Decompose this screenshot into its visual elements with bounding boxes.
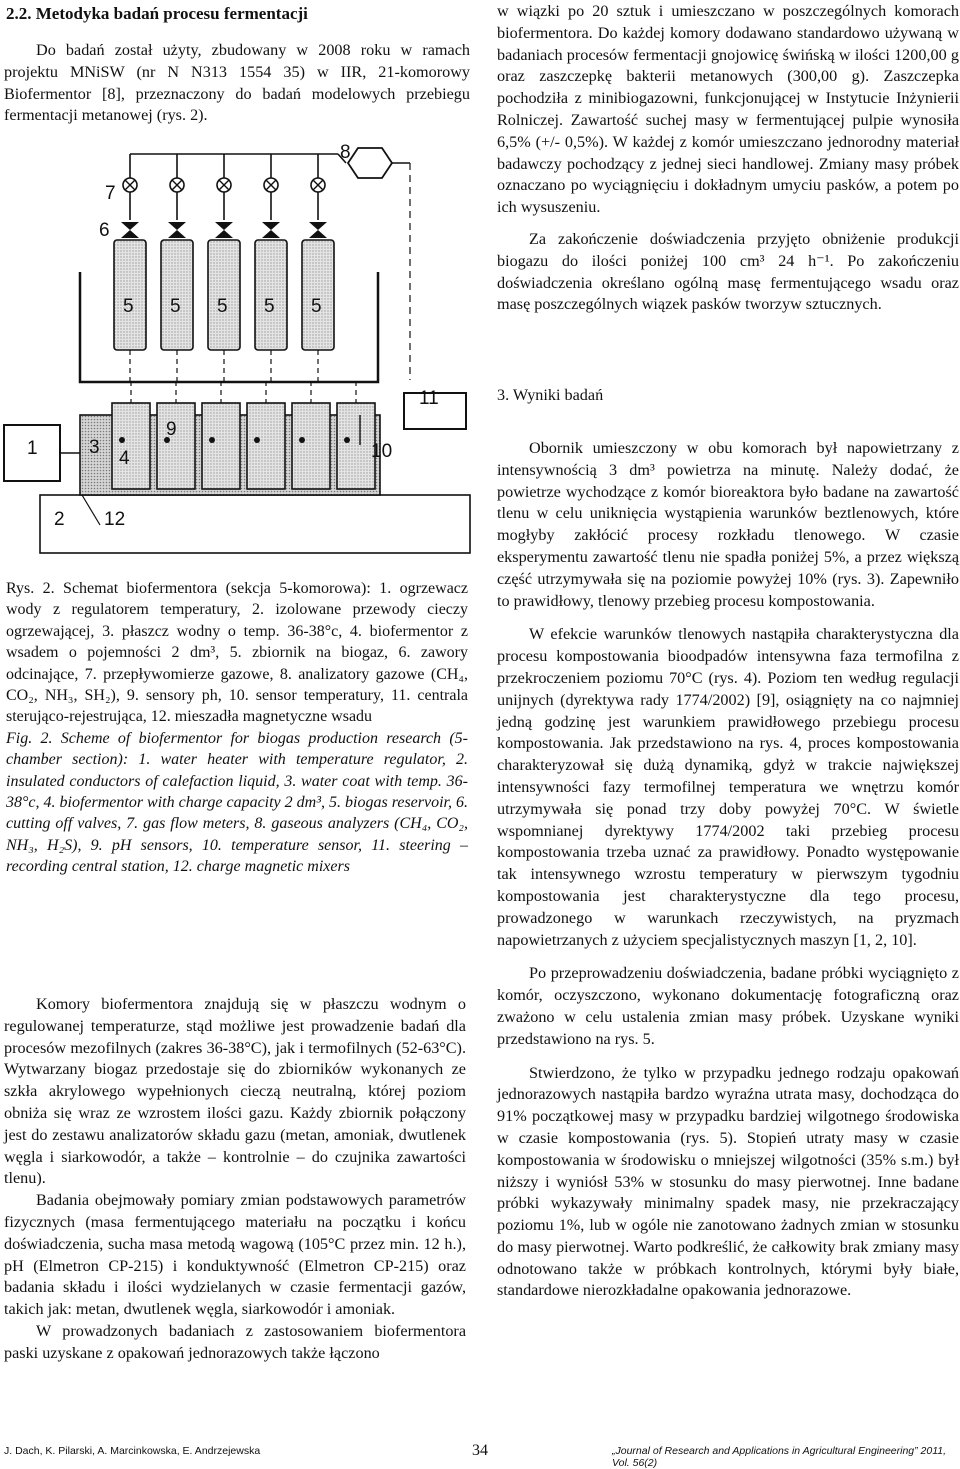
label-5: 5 [264, 296, 275, 317]
caption-english: Fig. 2. Scheme of biofermentor for biogas production research (5-chamber section): 1. water heater with temperature regulator, 2. insulated conductors of calefaction liquid, 3. water coat with temp. 36-38°c, 4. biofermentor with charge capacity 2 dm³, 5. biogas reservoir, 6. cutting off valves, 7. gas flow meters, 8. gaseous analyzers (CH₄, CO₂, NH₃, H₂S), 9. pH sensors, 10. temperature sensor, 11. steering – recording central station, 12. charge magnetic mixers [6, 729, 468, 876]
label-9: 9 [166, 419, 177, 440]
footer-journal: „Journal of Research and Applications in Agricultural Engineering” 2011, Vol. 56(2) [612, 1445, 947, 1469]
diagram-labels [0, 130, 475, 555]
paragraph: W efekcie warunków tlenowych nastąpiła charakterystyczna dla procesu kompostowania bioodpadów intensywna faza termofilna z przekroczeniem poziomu 70°C (rys. 4). Poziom ten według regulacji unijnych (dyrektywa rady 1774/2002) [9], osiągnięty na co najmniej jedną godzinę jest warunkiem prawidłowego przebiegu procesu kompostowania. Jak przedstawiono na rys. 4, proces kompostowania charakteryzował się dużą dynamiką, gdyż w trakcie największej intensywności fazy termofilnej temperatura we wnętrzu komór utrzymywała się ponad trzy doby powyżej 70°C. W świetle wspomnianej dyrektywy 1774/2002 taki przebieg procesu kompostowania trzeba uznać za prawidłowy. Ponadto występowanie tak intensywnego wzrostu temperatury w pierwszym tygodniu kompostowania jest charakterystyczne dla tego procesu, prowadzonego w warunkach rzeczywistych, na pryzmach napowietrzanych z użyciem specjalistycznych maszyn [1, 2, 10]. [497, 625, 959, 949]
paragraph: w wiązki po 20 sztuk i umieszczano w poszczególnych komorach biofermentora. Do każdej komory dodawano standardowo używaną w badaniach procesów fermentacji gnojowicę świńską w ilości 1200,00 g oraz zaszczepkę bakterii metanowych (300,00 g). Zaszczepka pochodziła z minibiogazowni, funkcjonującej w Instytucie Inżynierii Rolniczej. Zawartość suchej masy w fermentującej pulpie wynosiła 6,5% (+/- 0,5%). W każdej z komór umieszczano jednorodny materiał badawczy pochodzący z jednej sieci handlowej. Zmiany masy próbek oznaczano po wyciągnięciu i dokładnym umyciu pasków, a potem po ich wysuszeniu. [497, 2, 959, 217]
paragraph: Obornik umieszczony w obu komorach był napowietrzany z intensywnością 3 dm³ powietrza na minutę. Należy dodać, że powietrze wychodzące z komór bioreaktora było badane na zawartość tlenu w celu uniknięcia wystąpienia warunków beztlenowych, które mogłyby zakłócić procesy rozkładu tlenowego. W czasie eksperymentu zawartość tlenu nie spadła poniżej 5%, a przez większą część utrzymywała się na poziomie powyżej 10% (rys. 3). Zapewniło to prawidłowy, tlenowy przebieg procesu kompostowania. [497, 439, 959, 610]
footer-authors: J. Dach, K. Pilarski, A. Marcinkowska, E. Andrzejewska [4, 1445, 261, 1457]
label-12: 12 [104, 509, 126, 530]
label-2: 2 [54, 509, 65, 530]
label-5: 5 [170, 296, 181, 317]
right-bottom-text [497, 438, 959, 1302]
paragraph: Komory biofermentora znajdują się w płaszczu wodnym o regulowanej temperaturze, stąd możliwe jest prowadzenie badań dla procesów mezofilnych (zakres 36-38°C), jak i termofilnych (52-63°C). Wytwarzany biogaz przedostaje się do zbiorników wykonanych ze szkła akrylowego wypełnionych cieczą neutralną, której poziom obniża się wraz ze wzrostem ilości gazu. Każdy zbiornik połączony jest do zestawu analizatorów składu gazu (metan, amoniak, dwutlenek węgla i siarkowodór, a także – kontrolnie – do czujnika zawartości tlenu). [4, 995, 466, 1188]
paragraph: Do badań został użyty, zbudowany w 2008 roku w ramach projektu MNiSW (nr N N313 1554 35) w IIR, 21-komorowy Biofermentor [8], przeznaczony do badań modelowych przebiegu fermentacji metanowej (rys. 2). [4, 41, 470, 125]
figure-caption [6, 578, 468, 878]
label-5: 5 [311, 296, 322, 317]
caption-polish: Rys. 2. Schemat biofermentora (sekcja 5-komorowa): 1. ogrzewacz wody z regulatorem temperatury, 2. izolowane przewody cieczy ogrzewającej, 3. płaszcz wodny o temp. 36-38°c, 4. biofermentor z wsadem o pojemności 2 dm³, 5. zbiornik na biogaz, 6. zawory odcinające, 7. przepływomierze gazowe, 8. analizatory gazowe (CH₄, CO₂, NH₃, SH₂), 9. sensory ph, 10. sensor temperatury, 11. centrala sterująco-rejestrująca, 12. mieszadła magnetyczne wsadu [6, 580, 468, 726]
paragraph: Po przeprowadzeniu doświadczenia, badane próbki wyciągnięto z komór, oczyszczono, wykonano dokumentację fotograficzną oraz zważono w celu ustalenia zmian masy próbek. Uzyskane wyniki przedstawiono na rys. 5. [497, 964, 959, 1048]
label-4: 4 [119, 448, 130, 469]
label-7: 7 [105, 183, 116, 204]
paragraph: Stwierdzono, że tylko w przypadku jednego rodzaju opakowań jednorazowych nastąpiła bardzo wyraźna utrata masy, dochodząca do 91% początkowej masy w przypadku bardziej wilgotnego środowiska w czasie kompostowania (rys. 5). Stopień utraty masy w czasie kompostowania w środowisku o mniejszej wilgotności (35% s.m.) był niższy i wyniósł 53% w stosunku do masy pierwotnej. Inne badane próbki wykazywały minimalny spadek masy, nie przekraczający poziomu 1%, lub w ogóle nie zanotowano żadnych zmian w stosunku do masy pierwotnej. Warto podkreślić, że całkowity brak zmiany masy odnotowano także w próbkach kontrolnych, którymi były białe, standardowe nierozkładalne opakowania jednorazowe. [497, 1063, 959, 1300]
right-top-text [497, 1, 959, 316]
label-8: 8 [340, 142, 351, 163]
label-3: 3 [89, 437, 100, 458]
page-number: 34 [472, 1442, 488, 1459]
label-5: 5 [217, 296, 228, 317]
paragraph: Za zakończenie doświadczenia przyjęto obniżenie produkcji biogazu do ilości poniżej 100 cm³ 24 h⁻¹. Po zakończeniu doświadczenia określano ogólną masę fermentującego wsadu oraz masę poszczególnych wiązek pasków tworzyw sztucznych. [497, 229, 959, 314]
results-heading: 3. Wyniki badań [497, 386, 604, 404]
left-bottom-text [4, 994, 466, 1365]
label-5: 5 [123, 296, 134, 317]
paragraph: Badania obejmowały pomiary zmian podstawowych parametrów fizycznych (masa fermentującego materiału na początku i końcu doświadczenia, sucha masa metodą wagową (105°C przez min. 12 h.), pH (Elmetron CP-215) i konduktywność (Elmetron CP-215) oraz badania składu i ilości wydzielanych w czasie fermentacji gazów, takich jak: metan, dwutlenek węgla, siarkowodór i amoniak. [4, 1191, 466, 1319]
section-title: 2.2. Metodyka badań procesu fermentacji [6, 4, 308, 23]
label-6: 6 [99, 220, 110, 241]
left-top-text [4, 40, 470, 127]
label-1: 1 [27, 438, 38, 459]
label-10: 10 [371, 441, 393, 462]
paragraph: W prowadzonych badaniach z zastosowaniem biofermentora paski uzyskane z opakowań jednorazowych także łączono [4, 1321, 466, 1362]
label-11: 11 [419, 388, 439, 409]
